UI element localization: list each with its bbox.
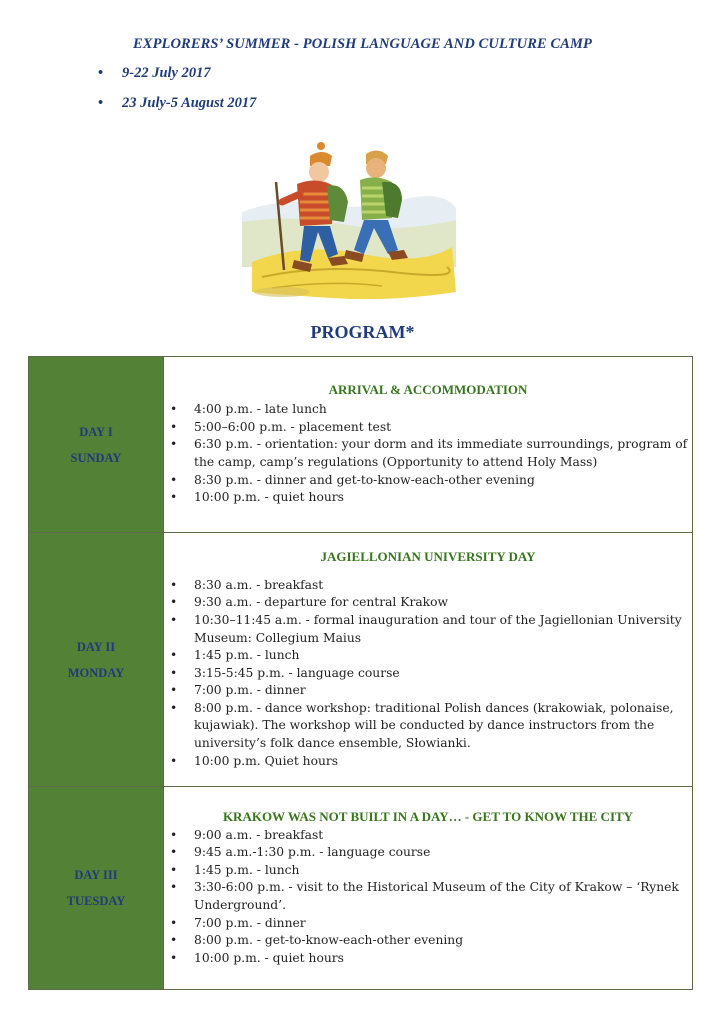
list-item: • 1:45 p.m. - lunch xyxy=(164,862,692,880)
list-item: • 8:30 p.m. - dinner and get-to-know-each-other evening xyxy=(164,472,692,490)
schedule-list xyxy=(164,401,692,507)
list-item: • 5:00–6:00 p.m. - placement test xyxy=(164,419,692,437)
list-item: • 10:30–11:45 a.m. - formal inauguration and tour of the Jagiellonian University Museum: Collegium Maius xyxy=(164,612,692,647)
day-title: JAGIELLONIAN UNIVERSITY DAY xyxy=(320,548,536,564)
list-item: • 8:00 p.m. - get-to-know-each-other evening xyxy=(164,932,692,950)
day-cell xyxy=(29,357,164,533)
program-title: PROGRAM* xyxy=(310,322,415,342)
list-item: • 10:00 p.m. - quiet hours xyxy=(164,950,692,968)
day-cell xyxy=(29,787,164,990)
day-title: KRAKOW WAS NOT BUILT IN A DAY… - GET TO KNOW THE CITY xyxy=(222,808,634,824)
list-item: • 1:45 p.m. - lunch xyxy=(164,647,692,665)
day-weekday: SUNDAY xyxy=(70,450,122,465)
day-weekday: MONDAY xyxy=(67,665,125,680)
list-item: • 8:30 a.m. - breakfast xyxy=(164,577,692,595)
day-number: DAY III xyxy=(74,868,118,882)
list-item: • 9:00 a.m. - breakfast xyxy=(164,827,692,845)
schedule-list xyxy=(164,827,692,968)
list-item: • 10:00 p.m. - quiet hours xyxy=(164,489,692,507)
list-item: • 3:15-5:45 p.m. - language course xyxy=(164,665,692,683)
camp-date-item: • 9-22 July 2017 xyxy=(98,64,256,94)
day-weekday: TUESDAY xyxy=(66,894,126,908)
table-row xyxy=(29,533,693,787)
day-title: ARRIVAL & ACCOMMODATION xyxy=(328,382,528,398)
list-item: • 6:30 p.m. - orientation: your dorm and its immediate surroundings, program of the camp, camp’s regulations (Opportunity to attend Holy Mass) xyxy=(164,436,692,471)
list-item: • 3:30-6:00 p.m. - visit to the Historical Museum of the City of Krakow – ‘Rynek Underground’. xyxy=(164,879,692,914)
list-item: • 10:00 p.m. Quiet hours xyxy=(164,753,692,771)
table-row xyxy=(29,787,693,990)
table-row xyxy=(29,357,693,533)
day-schedule xyxy=(164,533,693,787)
list-item: • 4:00 p.m. - late lunch xyxy=(164,401,692,419)
list-item: • 9:45 a.m.-1:30 p.m. - language course xyxy=(164,844,692,862)
day-number: DAY I xyxy=(79,424,113,439)
list-item: • 7:00 p.m. - dinner xyxy=(164,915,692,933)
camp-title: EXPLORERS’ SUMMER - POLISH LANGUAGE AND CULTURE CAMP xyxy=(133,36,592,52)
list-item: • 9:30 a.m. - departure for central Krakow xyxy=(164,594,692,612)
camp-dates-list xyxy=(98,64,256,124)
list-item: • 7:00 p.m. - dinner xyxy=(164,682,692,700)
list-item: • 8:00 p.m. - dance workshop: traditional Polish dances (krakowiak, polonaise, kujawiak). The workshop will be conducted by dance instructors from the university’s folk dance ensemble, Słowianki. xyxy=(164,700,692,753)
day-schedule xyxy=(164,357,693,533)
program-table xyxy=(28,356,693,990)
schedule-list xyxy=(164,577,692,771)
day-number: DAY II xyxy=(76,639,116,654)
day-schedule xyxy=(164,787,693,990)
camp-date-item: • 23 July-5 August 2017 xyxy=(98,94,256,124)
hikers-illustration xyxy=(242,142,456,310)
day-cell xyxy=(29,533,164,787)
